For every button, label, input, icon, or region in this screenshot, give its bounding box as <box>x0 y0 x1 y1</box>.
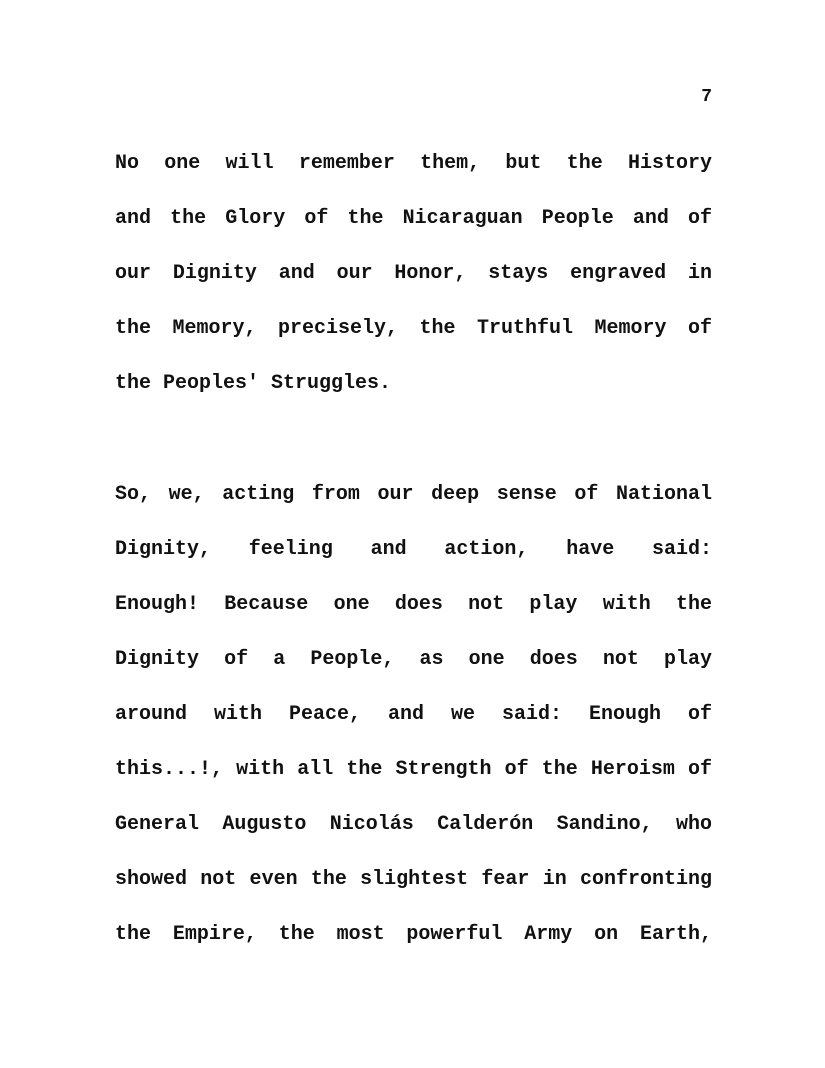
text-line: and the Glory of the Nicaraguan People and of <box>115 207 712 230</box>
text-line: showed not even the slightest fear in confronting <box>115 868 712 891</box>
text-line: Dignity, feeling and action, have said: <box>115 538 712 561</box>
paragraph-1 <box>115 136 712 411</box>
text-line: the Empire, the most powerful Army on Earth, <box>115 923 712 946</box>
text-line: Enough! Because one does not play with the <box>115 593 712 616</box>
text-line: around with Peace, and we said: Enough of <box>115 703 712 726</box>
text-line: Dignity of a People, as one does not play <box>115 648 712 671</box>
text-line: our Dignity and our Honor, stays engraved in <box>115 262 712 285</box>
text-line: the Memory, precisely, the Truthful Memory of <box>115 317 712 340</box>
page-number: 7 <box>701 87 712 107</box>
text-line: No one will remember them, but the History <box>115 152 712 175</box>
text-line: this...!, with all the Strength of the Heroism of <box>115 758 712 781</box>
text-line: the Peoples' Struggles. <box>115 372 392 395</box>
paragraph-2 <box>115 467 712 962</box>
text-line: So, we, acting from our deep sense of National <box>115 483 712 506</box>
text-line: General Augusto Nicolás Calderón Sandino, who <box>115 813 712 836</box>
